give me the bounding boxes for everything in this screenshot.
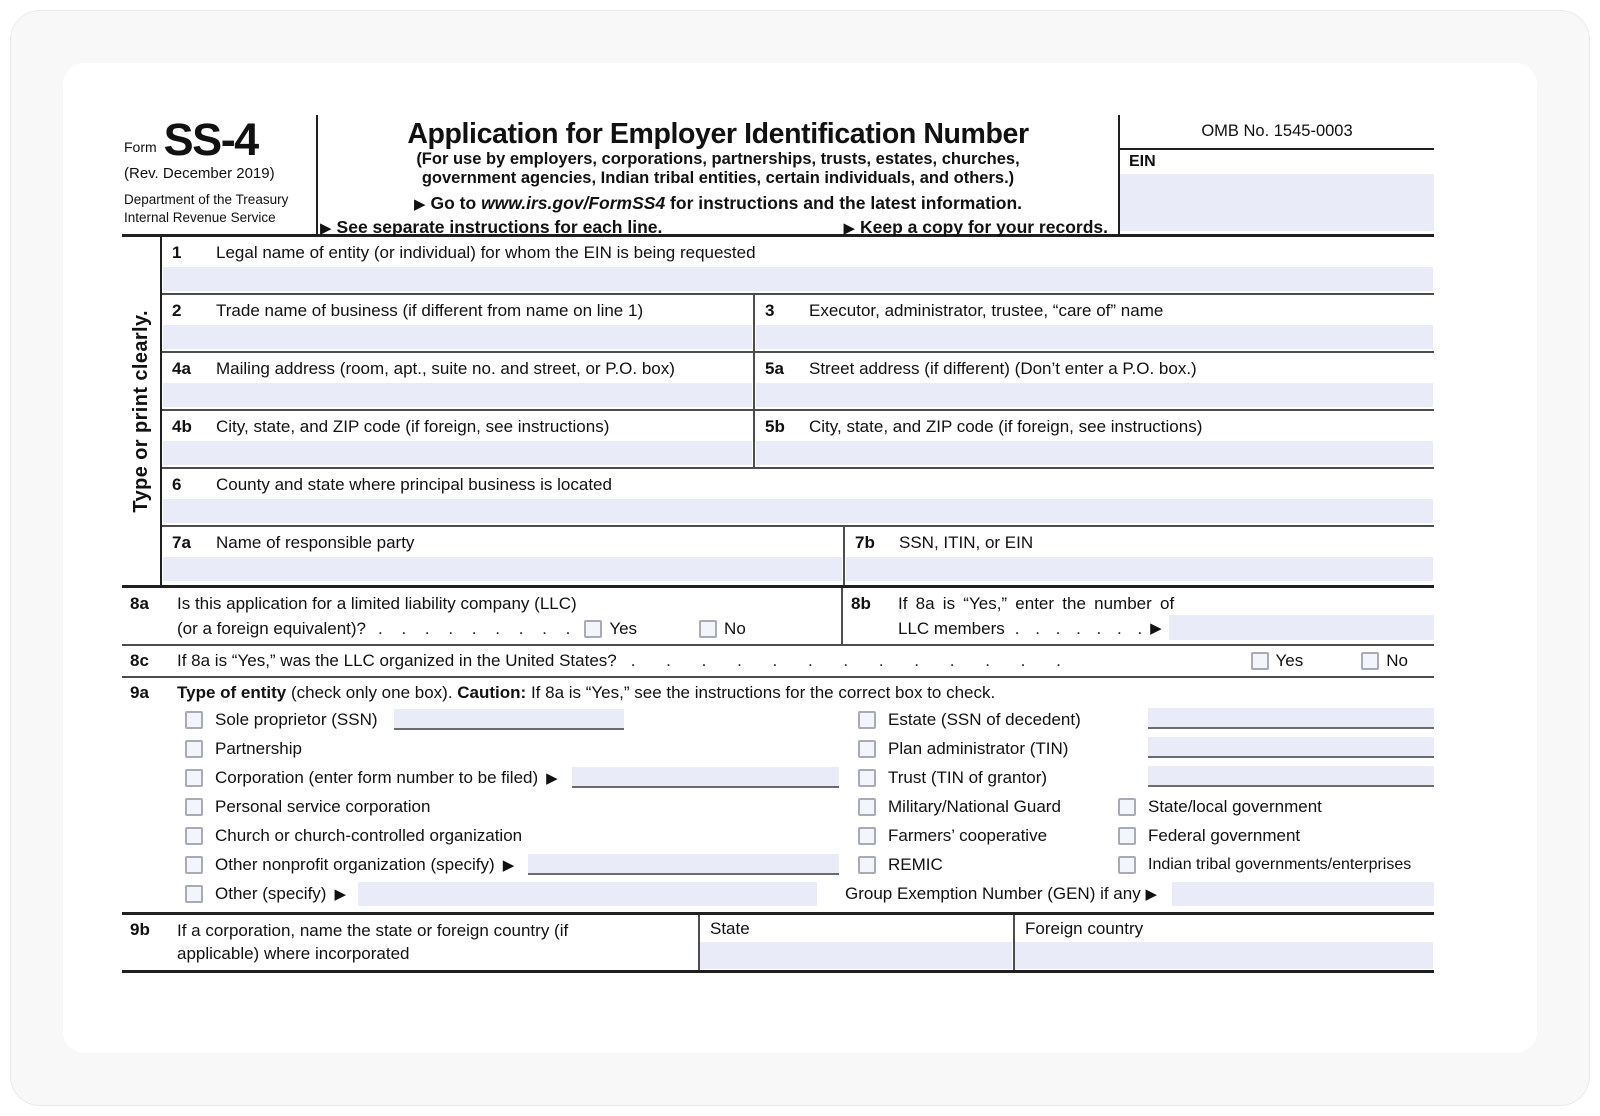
form-subtitle-line2: government agencies, Indian tribal entities, certain individuals, and others.) — [421, 169, 1015, 188]
ein-input[interactable] — [1120, 174, 1434, 231]
checkbox-farmers-cooperative[interactable] — [858, 827, 876, 845]
goto-suffix: for instructions and the latest information. — [665, 192, 1023, 213]
entity-left-column — [185, 705, 845, 908]
right-pointer-icon: ▶ — [1150, 620, 1162, 638]
line-5a-label: Street address (if different) (Don’t enter a P.O. box.) — [809, 359, 1197, 378]
foreign-country-input[interactable] — [1015, 942, 1433, 969]
line-6-input[interactable] — [163, 499, 1433, 523]
estate-ssn-field[interactable] — [1148, 708, 1434, 729]
entity-option-label: Trust (TIN of grantor) — [888, 767, 1048, 787]
line-6-label: County and state where principal business is located — [216, 475, 612, 494]
entity-option-personal-service — [185, 792, 845, 821]
line-number: 4b — [172, 417, 192, 436]
checkbox-plan-administrator[interactable] — [858, 740, 876, 758]
line-8c-row — [122, 646, 1434, 678]
group-exemption-row — [845, 879, 1434, 908]
line-2-label: Trade name of business (if different from name on line 1) — [216, 301, 644, 320]
omb-number: OMB No. 1545-0003 — [1120, 115, 1434, 150]
line-7a-7b-row — [162, 527, 1434, 585]
checkbox-other-nonprofit[interactable] — [185, 856, 203, 874]
line-number: 7b — [855, 533, 875, 552]
line-4b-5b-row — [162, 411, 1434, 469]
foreign-country-label: Foreign country — [1025, 919, 1144, 939]
other-nonprofit-specify-field[interactable] — [528, 854, 839, 875]
checkbox-8a-no[interactable] — [699, 620, 717, 638]
line-number: 1 — [172, 243, 182, 262]
checkbox-8a-yes[interactable] — [584, 620, 602, 638]
state-cell — [700, 915, 1015, 970]
line-5a-input[interactable] — [756, 383, 1433, 407]
line-9b-cell — [122, 915, 700, 970]
line-9a-block — [122, 678, 1434, 915]
line-number: 8b — [851, 594, 871, 613]
line-number: 9b — [130, 920, 150, 940]
entity-option-other — [185, 879, 845, 908]
entity-option-label: REMIC — [888, 854, 943, 874]
line-number: 8a — [130, 594, 149, 613]
corporation-form-number-field[interactable] — [572, 767, 839, 788]
form-ss4 — [122, 115, 1434, 973]
state-input[interactable] — [700, 942, 1012, 969]
line-7a-label: Name of responsible party — [216, 533, 415, 552]
entity-option-sole-proprietor — [185, 705, 845, 734]
entity-option-partnership — [185, 734, 845, 763]
upper-section — [122, 237, 1434, 588]
line-8b-label-line2: LLC members — [898, 619, 1005, 639]
line-7b-label: SSN, ITIN, or EIN — [899, 533, 1034, 552]
line-number: 6 — [172, 475, 182, 494]
checkbox-8c-no[interactable] — [1361, 652, 1379, 670]
line-9a-label: Type of entity (check only one box). Caution: If 8a is “Yes,” see the instructions for the correct box to check. — [177, 683, 996, 702]
right-pointer-icon: ▶ — [413, 195, 426, 213]
line-number: 8c — [130, 651, 149, 670]
foreign-country-cell — [1015, 915, 1434, 970]
line-6-row — [162, 469, 1434, 527]
form-page — [63, 63, 1537, 1053]
entity-pair-row-2 — [845, 821, 1434, 850]
dot-leader: . . . . . . . — [1014, 619, 1143, 639]
line-5b-label: City, state, and ZIP code (if foreign, see instructions) — [809, 417, 1203, 436]
checkbox-personal-service-corporation[interactable] — [185, 798, 203, 816]
right-pointer-icon: ▶ — [320, 219, 332, 237]
state-label: State — [710, 919, 750, 939]
line-4a-input[interactable] — [163, 383, 752, 407]
line-number: 3 — [765, 301, 775, 320]
form-number: SS-4 — [163, 114, 258, 165]
line-number: 9a — [130, 683, 149, 702]
trust-tin-field[interactable] — [1148, 766, 1434, 787]
entity-pair-row-3 — [845, 850, 1434, 879]
entity-option-label: Military/National Guard — [888, 796, 1061, 816]
header-left-block — [122, 115, 318, 234]
entity-option-label: State/local government — [1148, 796, 1322, 816]
form-title: Application for Employer Identification Number — [407, 118, 1029, 150]
line-4b-input[interactable] — [163, 441, 752, 465]
right-pointer-icon: ▶ — [843, 219, 855, 237]
ein-cell — [1120, 150, 1434, 234]
line-1-row — [162, 237, 1434, 295]
department-line1: Department of the Treasury — [124, 192, 289, 207]
department-lines — [124, 191, 310, 226]
goto-prefix: Go to — [430, 192, 482, 213]
entity-option-label: Corporation (enter form number to be filed) ▶ — [215, 767, 558, 787]
entity-option-label: Church or church-controlled organization — [215, 825, 523, 845]
line-8b-cell — [843, 588, 1434, 644]
entity-option-plan-administrator — [845, 734, 1434, 763]
right-pointer-icon: ▶ — [334, 885, 347, 903]
line-number: 5b — [765, 417, 785, 436]
line-2-3-row — [162, 295, 1434, 353]
entity-option-label: Plan administrator (TIN) — [888, 738, 1069, 758]
gen-label: Group Exemption Number (GEN) if any ▶ — [845, 883, 1157, 903]
entity-option-label: Other nonprofit organization (specify) ▶ — [215, 854, 515, 874]
keep-copy-note: ▶ Keep a copy for your records. — [843, 216, 1108, 237]
yes-label: Yes — [609, 619, 638, 639]
entity-option-label: Farmers’ cooperative — [888, 825, 1048, 845]
entity-option-label: Sole proprietor (SSN) — [215, 709, 378, 729]
line-4a-5a-row — [162, 353, 1434, 411]
entity-option-corporation — [185, 763, 845, 792]
goto-instructions-line — [318, 193, 1118, 214]
line-7b-input[interactable] — [846, 557, 1433, 581]
right-pointer-icon: ▶ — [502, 856, 515, 874]
entity-option-label: Indian tribal governments/enterprises — [1148, 855, 1412, 873]
line-number: 5a — [765, 359, 784, 378]
line-number: 7a — [172, 533, 191, 552]
yes-label: Yes — [1275, 651, 1304, 670]
line-8b-input[interactable] — [1169, 615, 1434, 640]
header-center-block — [318, 115, 1120, 237]
line-3-label: Executor, administrator, trustee, “care of” name — [809, 301, 1164, 320]
checkbox-military-national-guard[interactable] — [858, 798, 876, 816]
line-number: 4a — [172, 359, 191, 378]
checkbox-federal-government[interactable] — [1118, 827, 1136, 845]
entity-option-other-nonprofit — [185, 850, 845, 879]
line-2-input[interactable] — [163, 325, 752, 349]
see-separate-instructions: ▶ See separate instructions for each line. — [320, 216, 663, 237]
checkbox-remic[interactable] — [858, 856, 876, 874]
no-label: No — [724, 619, 746, 639]
form-word: Form — [124, 139, 157, 155]
line-5b-input[interactable] — [756, 441, 1433, 465]
line-number: 2 — [172, 301, 182, 320]
other-specify-field[interactable] — [358, 882, 817, 906]
entity-option-trust — [845, 763, 1434, 792]
department-line2: Internal Revenue Service — [124, 209, 276, 225]
entity-option-label: Estate (SSN of decedent) — [888, 709, 1081, 729]
entity-pair-row-1 — [845, 792, 1434, 821]
line-8a-label-line1: Is this application for a limited liability company (LLC) — [177, 594, 577, 613]
dot-leader: . . . . . . . . . — [378, 619, 571, 639]
checkbox-church-organization[interactable] — [185, 827, 203, 845]
entity-option-label: Federal government — [1148, 825, 1301, 845]
entity-option-label: Other (specify) ▶ — [215, 883, 347, 903]
no-label: No — [1386, 651, 1408, 670]
checkbox-partnership[interactable] — [185, 740, 203, 758]
type-or-print-clearly-label: Type or print clearly. — [129, 309, 152, 513]
line-4a-label: Mailing address (room, apt., suite no. and street, or P.O. box) — [216, 359, 675, 378]
header-bottom-line — [318, 217, 1118, 238]
right-pointer-icon: ▶ — [1145, 885, 1157, 903]
checkbox-indian-tribal[interactable] — [1118, 856, 1136, 874]
line-9b-row — [122, 915, 1434, 973]
line-8a-cell — [122, 588, 843, 644]
line-7a-input[interactable] — [163, 557, 842, 581]
checkbox-other[interactable] — [185, 885, 203, 903]
dot-leader: . . . . . . . . . . . . . — [630, 651, 1061, 670]
sole-proprietor-ssn-field[interactable] — [394, 709, 624, 730]
entity-option-church — [185, 821, 845, 850]
line-8a-label-line2: (or a foreign equivalent)? — [177, 619, 367, 639]
plan-administrator-tin-field[interactable] — [1148, 737, 1434, 758]
entity-option-label: Partnership — [215, 738, 302, 758]
line-8b-label-line1: If 8a is “Yes,” enter the number of — [898, 594, 1175, 613]
line-1-label: Legal name of entity (or individual) for whom the EIN is being requested — [216, 243, 756, 262]
checkbox-8c-yes[interactable] — [1251, 652, 1269, 670]
header-right-block — [1120, 115, 1434, 234]
line-9b-label: If a corporation, name the state or foreign country (if applicable) where incorporated — [177, 921, 569, 964]
form-subtitle-line1: (For use by employers, corporations, partnerships, trusts, estates, churches, — [416, 149, 1020, 168]
ein-label: EIN — [1129, 153, 1156, 170]
entity-type-grid — [122, 705, 1434, 908]
entity-right-column — [845, 705, 1434, 908]
gen-input[interactable] — [1172, 882, 1434, 906]
type-or-print-clearly-strip — [122, 237, 160, 585]
entity-option-label: Personal service corporation — [215, 796, 431, 816]
line-3-input[interactable] — [756, 325, 1433, 349]
line-1-input[interactable] — [163, 267, 1433, 291]
line-4b-label: City, state, and ZIP code (if foreign, see instructions) — [216, 417, 610, 436]
checkbox-corporation[interactable] — [185, 769, 203, 787]
checkbox-sole-proprietor[interactable] — [185, 711, 203, 729]
form-header — [122, 115, 1434, 237]
irs-form-url[interactable]: www.irs.gov/FormSS4 — [481, 192, 666, 213]
checkbox-estate[interactable] — [858, 711, 876, 729]
revision-date: (Rev. December 2019) — [124, 165, 275, 182]
line-8a-8b-row — [122, 588, 1434, 646]
checkbox-state-local-government[interactable] — [1118, 798, 1136, 816]
entity-option-estate — [845, 705, 1434, 734]
checkbox-trust[interactable] — [858, 769, 876, 787]
right-pointer-icon: ▶ — [546, 769, 558, 787]
line-8c-label: If 8a is “Yes,” was the LLC organized in the United States? — [177, 651, 617, 670]
